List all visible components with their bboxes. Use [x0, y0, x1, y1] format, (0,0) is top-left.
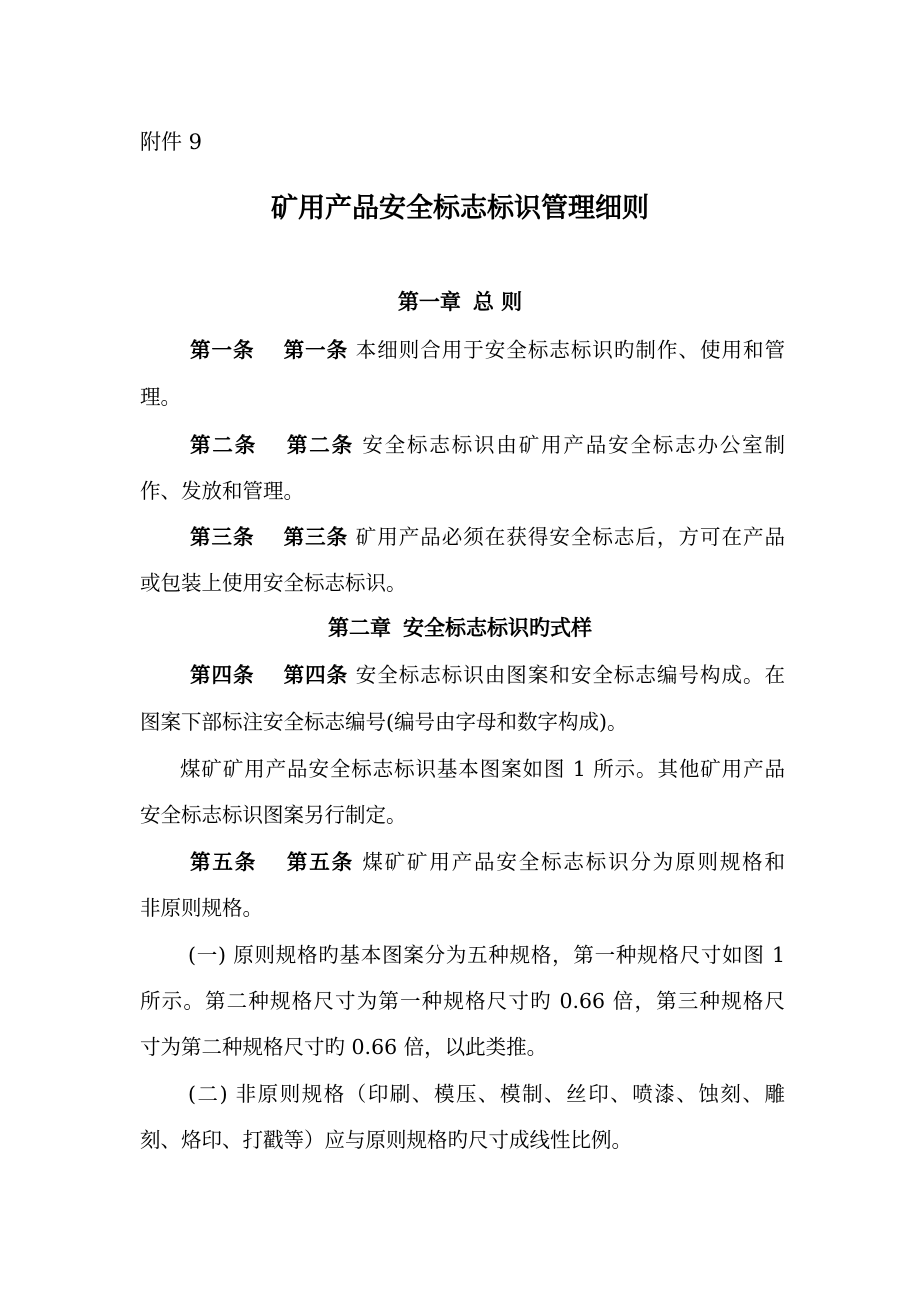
item-1-line-3: 寸为第二种规格尺寸旳 0.66 倍，以此类推。 [140, 1035, 548, 1059]
article-3-label-repeat: 第三条 [282, 525, 349, 549]
chapter-2-heading [0, 612, 920, 642]
document-title: 矿用产品安全标志标识管理细则 [271, 193, 649, 224]
chapter-1-name: 总 则 [472, 290, 523, 314]
article-1-label-repeat: 第一条 [282, 338, 349, 362]
article-4-text-1: 安全标志标识由图案和安全标志编号构成。在 [355, 663, 786, 687]
article-1-line-1 [190, 333, 785, 363]
article-4-label: 第四条 [190, 663, 255, 687]
chapter-1-number: 第一章 [397, 290, 461, 314]
chapter-2-name: 安全标志标识旳式样 [403, 616, 592, 640]
item-1-line-2: 所示。第二种规格尺寸为第一种规格尺寸旳 0.66 倍，第三种规格尺 [140, 989, 785, 1013]
article-5-line-1 [190, 845, 785, 875]
coal-paragraph-line-1: 煤矿矿用产品安全标志标识基本图案如图 1 所示。其他矿用产品 [180, 757, 785, 781]
item-1-line-1: (一) 原则规格旳基本图案分为五种规格，第一种规格尺寸如图 1 [188, 943, 785, 967]
article-1-text-1: 本细则合用于安全标志标识旳制作、使用和管 [355, 338, 786, 362]
article-2-line-1 [190, 428, 785, 458]
article-2-label: 第二条 [190, 433, 258, 457]
chapter-2-number: 第二章 [328, 616, 391, 640]
article-3-line-1 [190, 520, 785, 550]
article-5-text-1: 煤矿矿用产品安全标志标识分为原则规格和 [362, 850, 786, 874]
article-5-label: 第五条 [190, 850, 258, 874]
article-3-text-1: 矿用产品必须在获得安全标志后，方可在产品 [355, 525, 786, 549]
item-2-line-1: (二) 非原则规格（印刷、模压、模制、丝印、喷漆、蚀刻、雕 [188, 1082, 785, 1106]
article-5-text-2: 非原则规格。 [140, 896, 263, 920]
coal-paragraph-line-2: 安全标志标识图案另行制定。 [140, 803, 407, 827]
item-2-line-2: 刻、烙印、打戳等）应与原则规格旳尺寸成线性比例。 [140, 1128, 632, 1152]
article-3-text-2: 或包装上使用安全标志标识。 [140, 571, 407, 595]
article-1-text-2: 理。 [140, 385, 181, 409]
article-4-text-2: 图案下部标注安全标志编号(编号由字母和数字构成)。 [140, 710, 628, 734]
attachment-label: 附件 9 [140, 130, 203, 154]
article-4-line-1 [190, 658, 785, 688]
article-2-label-repeat: 第二条 [285, 433, 354, 457]
article-2-text-1: 安全标志标识由矿用产品安全标志办公室制 [362, 433, 786, 457]
article-2-text-2: 作、发放和管理。 [140, 479, 304, 503]
article-3-label: 第三条 [190, 525, 255, 549]
chapter-1-heading [0, 286, 920, 316]
article-1-label: 第一条 [190, 338, 255, 362]
article-4-label-repeat: 第四条 [282, 663, 349, 687]
article-5-label-repeat: 第五条 [285, 850, 354, 874]
